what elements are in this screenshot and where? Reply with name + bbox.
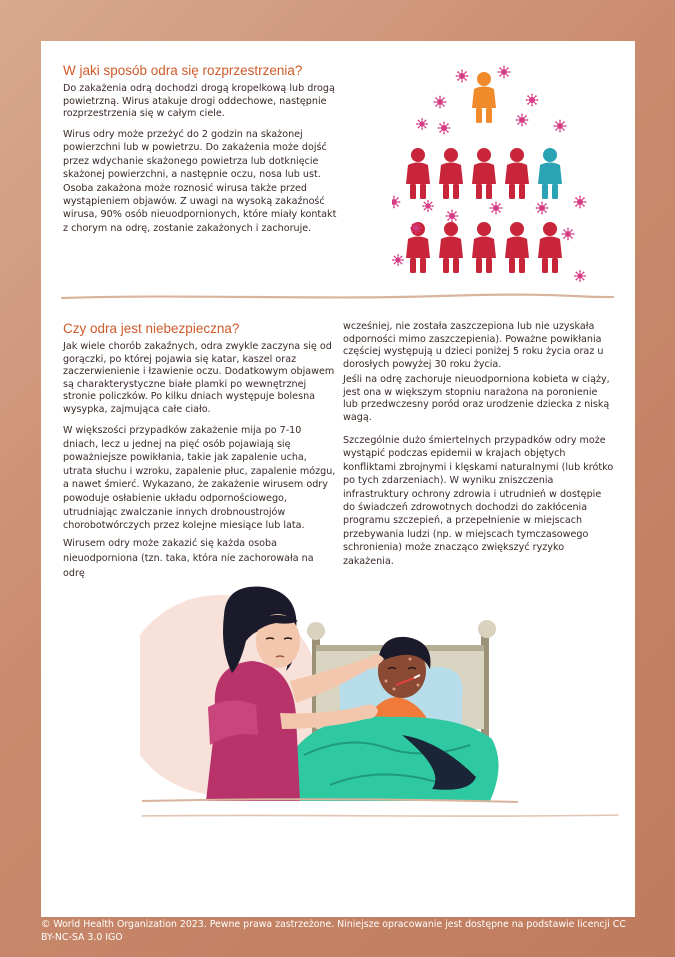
virus-icon — [410, 222, 422, 234]
virus-icon — [392, 254, 404, 266]
virus-icon — [536, 202, 549, 215]
person-icon — [538, 148, 562, 199]
sick-child-illustration — [140, 585, 520, 807]
section2-left-paragraph-3: Wirusem odry może zakazić się każda osoba nieuodporniona (tzn. taka, która nie zachorowała na odrę — [63, 538, 314, 579]
infection-pyramid-illustration — [392, 62, 588, 286]
person-icon — [505, 148, 529, 199]
virus-icon — [490, 202, 503, 215]
virus-icon — [526, 94, 539, 107]
section-divider-bottom — [140, 812, 620, 820]
section-divider — [60, 292, 615, 302]
person-icon — [538, 222, 562, 273]
virus-icon — [554, 120, 567, 133]
virus-icon — [416, 118, 428, 130]
virus-icon — [562, 228, 575, 241]
section1-heading: W jaki sposób odra się rozprzestrzenia? — [63, 63, 303, 78]
copyright-footer: © World Health Organization 2023. Pewne prawa zastrzeżone. Niniejsze opracowanie jest dostępne na podstawie licencji CC BY-NC-SA 3.0 IGO — [41, 919, 626, 943]
section2-left-paragraph-1: Jak wiele chorób zakaźnych, odra zwykle zaczyna się od gorączki, po której pojawia się katar, kaszel oraz zaczerwienienie i łzawienie oczu. Dodatkowym objawem są charakterystyczne białe plamki po wewnętrznej stronie policzków. Po kilku dniach występuje bolesna wysypka, zajmująca całe ciało. — [63, 341, 335, 415]
person-icon — [439, 148, 463, 199]
person-icon — [472, 148, 496, 199]
virus-icon — [516, 114, 529, 127]
virus-icon — [574, 196, 587, 209]
person-icon — [472, 222, 496, 273]
section2-heading: Czy odra jest niebezpieczna? — [63, 321, 240, 336]
virus-icon — [446, 210, 459, 223]
person-icon — [505, 222, 529, 273]
section2-right-paragraph-3: Szczególnie dużo śmiertelnych przypadków odry może wystąpić podczas epidemii w krajach objętych konfliktami zbrojnymi i klęskami naturalnymi (lub krótko po tych zdarzeniach). W wyniku zniszczenia infrastruktury ochrony zdrowia i utrudnień w dostępie do świadczeń zdrowotnych dochodzi do zakłócenia programu szczepień, a przepełnienie w miejscach przebywania ludzi (np. w miejscach tymczasowego schronienia) może znacząco zwiększyć ryzyko zakażenia. — [343, 435, 614, 567]
virus-icon — [498, 66, 511, 79]
virus-icon — [422, 200, 434, 212]
virus-icon — [434, 96, 447, 109]
virus-icon — [456, 70, 469, 83]
section2-right-paragraph-2: Jeśli na odrę zachoruje nieuodporniona kobieta w ciąży, jest ona w większym stopniu narażona na poronienie lub przedwczesny poród oraz urodzenie dziecka z niską wagą. — [343, 374, 610, 423]
section2-right-paragraph-1: wcześniej, nie została zaszczepiona lub nie uzyskała odporności mimo zaszczepienia). Poważne powikłania częściej występują u dzieci poniżej 5 roku życia oraz u dorosłych powyżej 30 roku życia. — [343, 321, 604, 370]
virus-icon — [392, 196, 400, 209]
virus-icon — [574, 270, 586, 282]
person-icon — [439, 222, 463, 273]
person-icon — [406, 148, 430, 199]
person-icon — [472, 72, 496, 123]
section2-left-paragraph-2: W większości przypadków zakażenie mija po 7-10 dniach, lecz u jednej na pięć osób pojawiają się poważniejsze powikłania, takie jak zapalenie ucha, utrata słuchu i wzroku, zapalenie płuc, zapalenie mózgu, a nawet śmierć. Wykazano, że zakażenie wirusem odry powoduje osłabienie układu odpornościowego, utrudniając zwalczanie innych drobnoustrojów chorobotwórczych przez kolejne miesiące lub lata. — [63, 425, 336, 532]
virus-icon — [438, 122, 451, 135]
section1-paragraph-2: Wirus odry może przeżyć do 2 godzin na skażonej powierzchni lub w powietrzu. Do zakażenia może dojść przez wdychanie skażonego powietrza lub dotknięcie skażonej powierzchni, a następnie oczu, nosa lub ust. Osoba zakażona może roznosić wirusa także przed wystąpieniem objawów. Z uwagi na wysoką zakaźność wirusa, 90% osób nieuodpornionych, które miały kontakt z chorym na odrę, zostanie zakażonych i zachoruje. — [63, 129, 337, 234]
section1-paragraph-1: Do zakażenia odrą dochodzi drogą kropelkową lub drogą powietrzną. Wirus atakuje drogi oddechowe, następnie rozprzestrzenia się w całym ciele. — [63, 83, 335, 120]
